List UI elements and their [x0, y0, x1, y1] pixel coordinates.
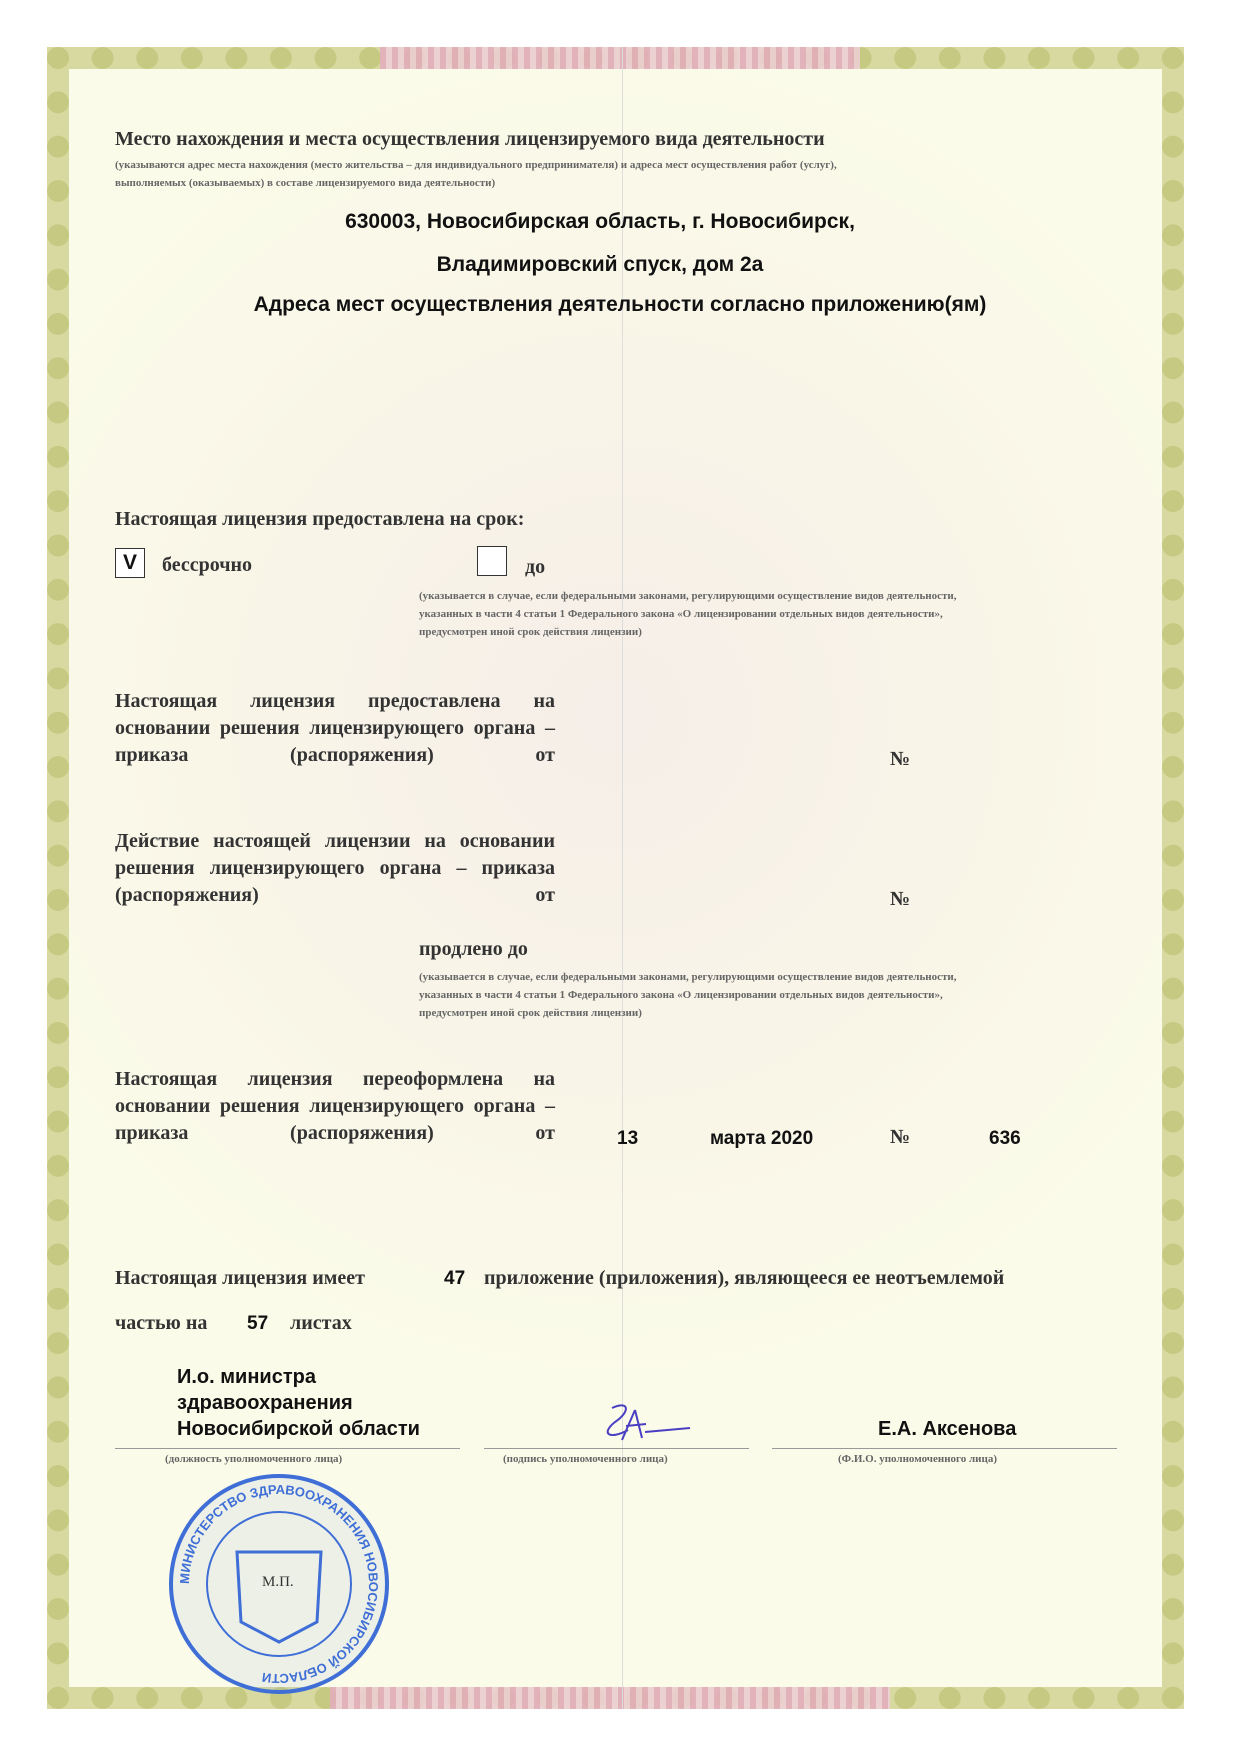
- extension-number-sign: №: [890, 888, 911, 910]
- term-heading: Настоящая лицензия предоставлена на срок:: [115, 508, 525, 530]
- term-note-1: (указывается в случае, если федеральными законами, регулирующими осуществление видов деятельности,: [419, 590, 957, 602]
- check-mark: V: [123, 551, 138, 574]
- signature-line: [484, 1448, 749, 1449]
- extension-note-3: предусмотрен иной срок действия лицензии): [419, 1007, 642, 1019]
- sheets-suffix: листах: [290, 1312, 352, 1334]
- appendix-prefix: Настоящая лицензия имеет: [115, 1267, 365, 1289]
- reissue-number-sign: №: [890, 1126, 911, 1148]
- signer-name: Е.А. Аксенова: [878, 1418, 1017, 1440]
- unlimited-label: бессрочно: [162, 554, 253, 576]
- sheets-count: 57: [247, 1313, 269, 1334]
- border-ornament-bottom: [330, 1687, 890, 1709]
- signer-position-1: И.о. министра: [177, 1366, 316, 1388]
- stamp-place-label: М.П.: [262, 1574, 294, 1590]
- signer-position-2: здравоохранения: [177, 1392, 353, 1414]
- reissue-number: 636: [989, 1128, 1021, 1149]
- basis-text: Настоящая лицензия предоставлена на основании решения лицензирующего органа – приказа (распоряжения) от: [115, 690, 555, 766]
- address-line-2: Владимировский спуск, дом 2а: [436, 253, 764, 276]
- extension-text: Действие настоящей лицензии на основании решения лицензирующего органа – приказа (распоряжения) от: [115, 830, 555, 906]
- position-line: [115, 1448, 460, 1449]
- term-note-3: предусмотрен иной срок действия лицензии): [419, 626, 642, 638]
- basis-number-sign: №: [890, 748, 911, 770]
- sheets-prefix: частью на: [115, 1312, 208, 1334]
- name-line: [772, 1448, 1117, 1449]
- reissue-text: Настоящая лицензия переоформлена на основании решения лицензирующего органа – приказа (распоряжения) от: [115, 1068, 555, 1144]
- signature-caption: (подпись уполномоченного лица): [503, 1453, 668, 1465]
- position-caption: (должность уполномоченного лица): [165, 1453, 343, 1465]
- unlimited-checkbox: [115, 548, 145, 578]
- name-caption: (Ф.И.О. уполномоченного лица): [838, 1453, 998, 1465]
- section-heading: Место нахождения и места осуществления лицензируемого вида деятельности: [115, 128, 825, 150]
- extension-note-2: указанных в части 4 статьи 1 Федерального закона «О лицензировании отдельных видов деятельности»,: [419, 989, 943, 1001]
- appendix-suffix: приложение (приложения), являющееся ее неотъемлемой: [484, 1267, 1005, 1289]
- stamp-text: МИНИСТЕРСТВО ЗДРАВООХРАНЕНИЯ НОВОСИБИРСКОЙ ОБЛАСТИ: [176, 1481, 382, 1687]
- until-label: до: [525, 556, 546, 578]
- term-note-2: указанных в части 4 статьи 1 Федерального закона «О лицензировании отдельных видов деятельности»,: [419, 608, 943, 620]
- border-ornament-top: [380, 47, 860, 69]
- heading-note-1: (указываются адрес места нахождения (место жительства – для индивидуального предпринимателя) и адреса мест осуществления работ (услуг),: [115, 159, 837, 171]
- signature: [590, 1400, 710, 1450]
- reissue-day: 13: [617, 1128, 639, 1149]
- heading-note-2: выполняемых (оказываемых) в составе лицензируемого вида деятельности): [115, 177, 496, 189]
- address-line-3: Адреса мест осуществления деятельности согласно приложению(ям): [253, 293, 987, 316]
- signer-position-3: Новосибирской области: [177, 1418, 420, 1440]
- extension-note-1: (указывается в случае, если федеральными законами, регулирующими осуществление видов деятельности,: [419, 971, 957, 983]
- appendix-count: 47: [444, 1268, 466, 1289]
- extended-until-label: продлено до: [419, 938, 528, 960]
- address-line-1: 630003, Новосибирская область, г. Новосибирск,: [345, 210, 855, 233]
- reissue-month-year: марта 2020: [710, 1128, 814, 1149]
- until-checkbox: [477, 546, 507, 576]
